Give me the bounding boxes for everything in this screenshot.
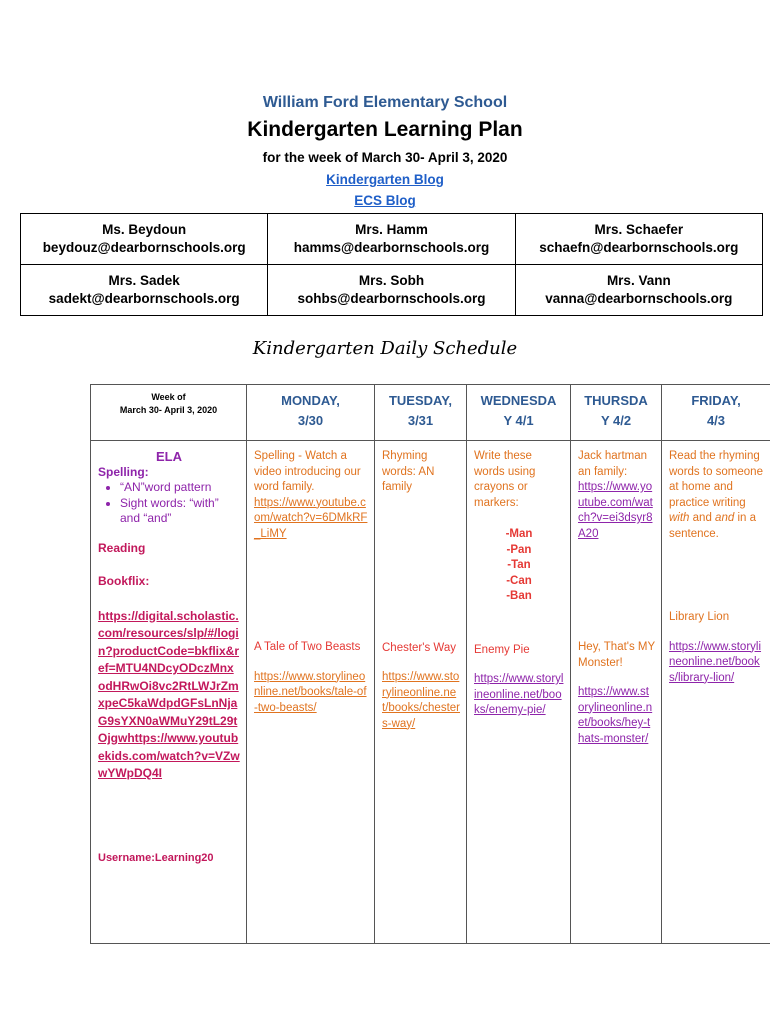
wednesday-story-link[interactable]: https://www.storylineonline.net/books/enemy-pie/ [474, 673, 564, 716]
spelling-list [98, 480, 240, 527]
tuesday-text: Rhyming words: AN family [382, 450, 435, 493]
day-header-wednesday [467, 385, 571, 441]
day-header-tuesday [375, 385, 467, 441]
friday-text-part: in a sentence. [669, 512, 756, 540]
teacher-email[interactable]: schaefn@dearbornschools.org [539, 240, 739, 255]
page-title: Kindergarten Learning Plan [247, 118, 523, 141]
week-label: Week of [151, 392, 186, 402]
list-item: -Man [505, 528, 533, 540]
teacher-email[interactable]: sadekt@dearbornschools.org [48, 291, 240, 306]
teacher-contact [21, 265, 268, 316]
day-name: WEDNESDA [480, 393, 557, 408]
ecs-blog-link[interactable]: ECS Blog [354, 193, 416, 208]
teacher-name: Mrs. Sobh [358, 273, 425, 288]
friday-text-part: and [692, 512, 712, 524]
day-name: FRIDAY, [691, 393, 741, 408]
friday-text [669, 449, 764, 542]
teacher-name: Mrs. Sadek [108, 273, 180, 288]
day-date: 3/30 [297, 413, 324, 428]
day-header-monday [247, 385, 375, 441]
monday-story-link[interactable]: https://www.storylineonline.net/books/tale-of-two-beasts/ [254, 670, 367, 714]
monday-cell [247, 441, 375, 944]
wednesday-cell [467, 441, 571, 944]
teacher-name: Mrs. Schaefer [594, 222, 684, 237]
username-text: Username:Learning20 [98, 851, 214, 864]
friday-text-part: Read the rhyming words to someone at home and practice writing [669, 450, 763, 509]
daily-schedule-table [90, 384, 770, 944]
friday-text-italic: with [669, 512, 690, 524]
day-name: TUESDAY, [388, 393, 453, 408]
tuesday-cell [375, 441, 467, 944]
kindergarten-blog-link[interactable]: Kindergarten Blog [326, 172, 444, 187]
thursday-story-link[interactable]: https://www.storylineonline.net/books/hey-thats-monster/ [578, 686, 653, 745]
ela-heading: ELA [156, 449, 182, 464]
list-item: -Tan [507, 559, 531, 571]
day-header-thursday [571, 385, 662, 441]
list-item: -Pan [506, 543, 532, 556]
ela-cell [91, 441, 247, 944]
friday-text-italic: and [715, 512, 735, 524]
week-subtitle: for the week of March 30- April 3, 2020 [262, 150, 508, 165]
teacher-email[interactable]: sohbs@dearbornschools.org [297, 291, 486, 306]
friday-story-link[interactable]: https://www.storylineonline.net/books/library-lion/ [669, 640, 762, 684]
monday-text: Spelling - Watch a video introducing our word family. [254, 450, 361, 493]
teacher-email[interactable]: vanna@dearbornschools.org [545, 291, 733, 306]
teacher-contact [268, 265, 515, 316]
day-name: MONDAY, [281, 393, 340, 408]
week-header-cell [91, 385, 247, 441]
teacher-name: Ms. Beydoun [102, 222, 187, 237]
schedule-title: Kindergarten Daily Schedule [252, 338, 518, 359]
day-date: Y 4/1 [503, 413, 534, 428]
wednesday-text: Write these words using crayons or markers: [474, 450, 536, 509]
thursday-video-link[interactable]: https://www.youtube.com/watch?v=ei3dsyr8A20 [578, 481, 653, 540]
day-name: THURSDA [584, 393, 648, 408]
spelling-heading: Spelling: [98, 464, 149, 479]
teacher-contact [268, 214, 515, 265]
teacher-email[interactable]: hamms@dearbornschools.org [293, 240, 490, 255]
teacher-contact [515, 214, 762, 265]
teacher-contact [515, 265, 762, 316]
friday-cell [662, 441, 770, 944]
list-item: • “AN”word pattern [120, 480, 240, 496]
tuesday-story-link[interactable]: https://www.storylineonline.net/books/chesters-way/ [382, 671, 460, 730]
word-list [474, 527, 564, 605]
day-header-friday [662, 385, 770, 441]
list-item: -Can [506, 574, 532, 587]
teacher-contact [21, 214, 268, 265]
teacher-email[interactable]: beydouz@dearbornschools.org [42, 240, 246, 255]
monday-video-link[interactable]: https://www.youtube.com/watch?v=6DMkRF_LiMY [254, 496, 368, 540]
day-date: 3/31 [407, 413, 434, 428]
day-date: Y 4/2 [600, 413, 632, 428]
teacher-name: Mrs. Vann [606, 273, 671, 288]
school-name: William Ford Elementary School [262, 94, 508, 111]
day-date: 4/3 [706, 413, 726, 428]
friday-story-title: Library Lion [669, 611, 730, 623]
teacher-name: Mrs. Hamm [355, 222, 428, 237]
thursday-story-title: Hey, That's MY Monster! [578, 641, 655, 669]
teacher-contacts-table [20, 213, 763, 316]
thursday-cell [571, 441, 662, 944]
bookflix-heading: Bookflix: [98, 574, 150, 588]
tuesday-story-title: Chester's Way [382, 641, 456, 654]
monday-story-title: A Tale of Two Beasts [254, 641, 361, 653]
reading-heading: Reading [98, 540, 146, 555]
list-item: • Sight words: “with” and “and” [120, 496, 240, 527]
week-range: March 30- April 3, 2020 [119, 405, 218, 415]
bookflix-link[interactable]: https://digital.scholastic.com/resources/slp/#/login?productCode=bkflix&ref=MTU4NDcyODczMnxodHRwOi8vc2RtLWJrZmxpeC5kaWdpdGFsLnNjaG9sYXN0aWMuY29tL29tOjgwhttps://www.youtubekids.com/watch?v=VZwwYWpDQ4I [98, 608, 240, 780]
wednesday-story-title: Enemy Pie [474, 643, 530, 656]
list-item: -Ban [506, 590, 532, 602]
thursday-text: Jack hartman an family: [578, 450, 648, 478]
